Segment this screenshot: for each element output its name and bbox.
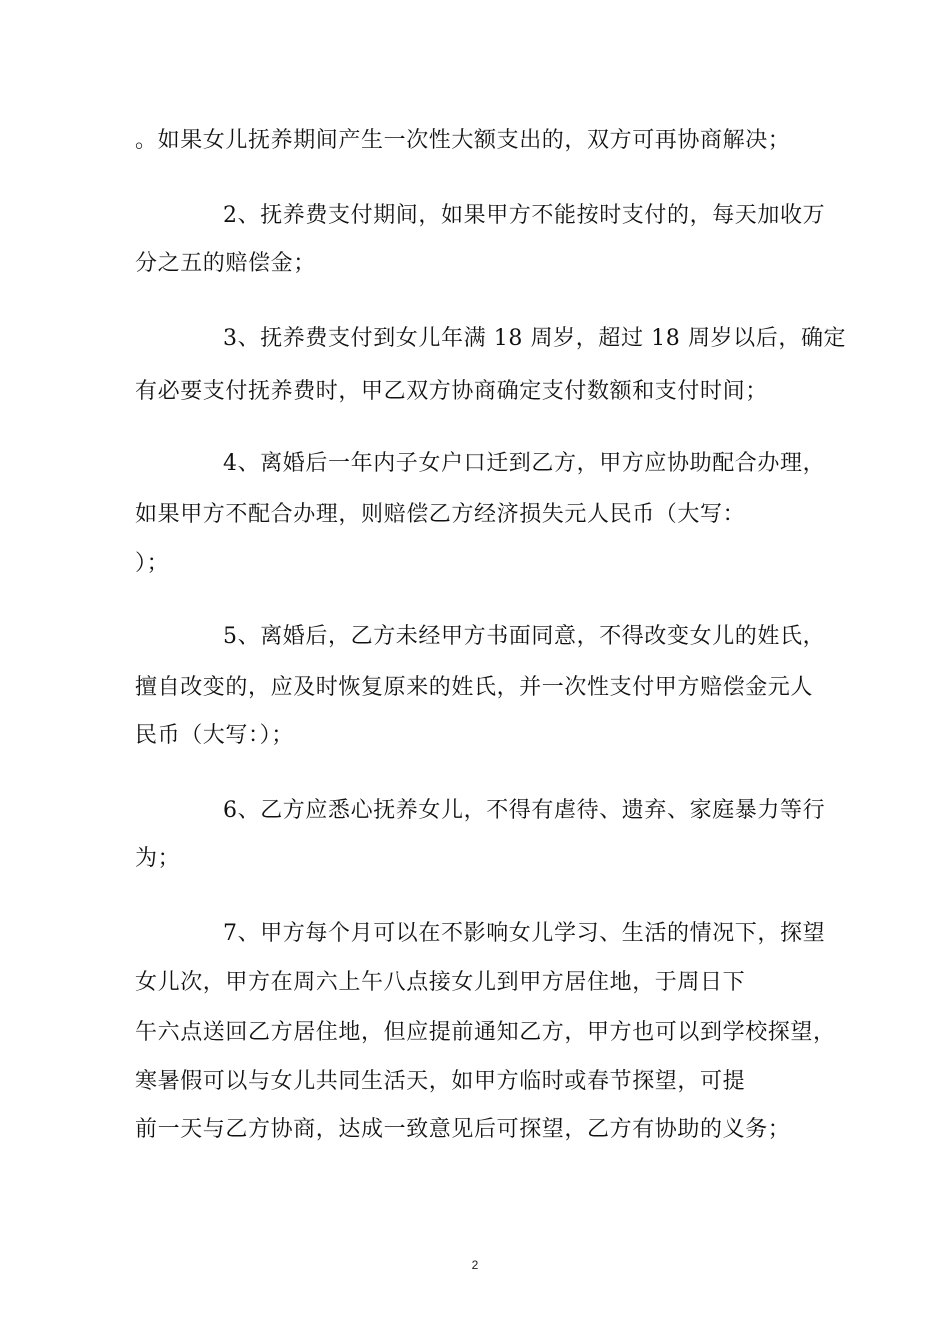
text-line: 寒暑假可以与女儿共同生活天，如甲方临时或春节探望，可提 (135, 1069, 746, 1094)
text-line: 。如果女儿抚养期间产生一次性大额支出的，双方可再协商解决； (135, 128, 791, 153)
text-line: 女儿次，甲方在周六上午八点接女儿到甲方居住地，于周日下 (135, 970, 746, 995)
text-line: 午六点送回乙方居住地，但应提前通知乙方，甲方也可以到学校探望， (135, 1020, 836, 1045)
text-line: 7、甲方每个月可以在不影响女儿学习、生活的情况下，探望 (223, 921, 826, 946)
text-line: 擅自改变的，应及时恢复原来的姓氏，并一次性支付甲方赔偿金元人 (135, 675, 814, 700)
text-line: 有必要支付抚养费时，甲乙双方协商确定支付数额和支付时间； (135, 379, 768, 404)
text-line: 5、离婚后，乙方未经甲方书面同意，不得改变女儿的姓氏， (223, 624, 826, 649)
text-line: 2、抚养费支付期间，如果甲方不能按时支付的，每天加收万 (223, 203, 826, 228)
text-line: ）； (135, 551, 170, 576)
text-line: 如果甲方不配合办理，则赔偿乙方经济损失元人民币（大写： (135, 502, 746, 527)
page-number: 2 (471, 1258, 479, 1272)
text-line: 4、离婚后一年内子女户口迁到乙方，甲方应协助配合办理， (223, 451, 826, 476)
text-line: 3、抚养费支付到女儿年满 18 周岁，超过 18 周岁以后，确定 (223, 326, 847, 351)
text-line: 为； (135, 846, 181, 871)
text-line: 分之五的赔偿金； (135, 251, 316, 276)
text-line: 6、乙方应悉心抚养女儿，不得有虐待、遗弃、家庭暴力等行 (223, 798, 826, 823)
text-line: 民币（大写：）； (135, 723, 294, 748)
text-line: 前一天与乙方协商，达成一致意见后可探望，乙方有协助的义务； (135, 1117, 791, 1142)
